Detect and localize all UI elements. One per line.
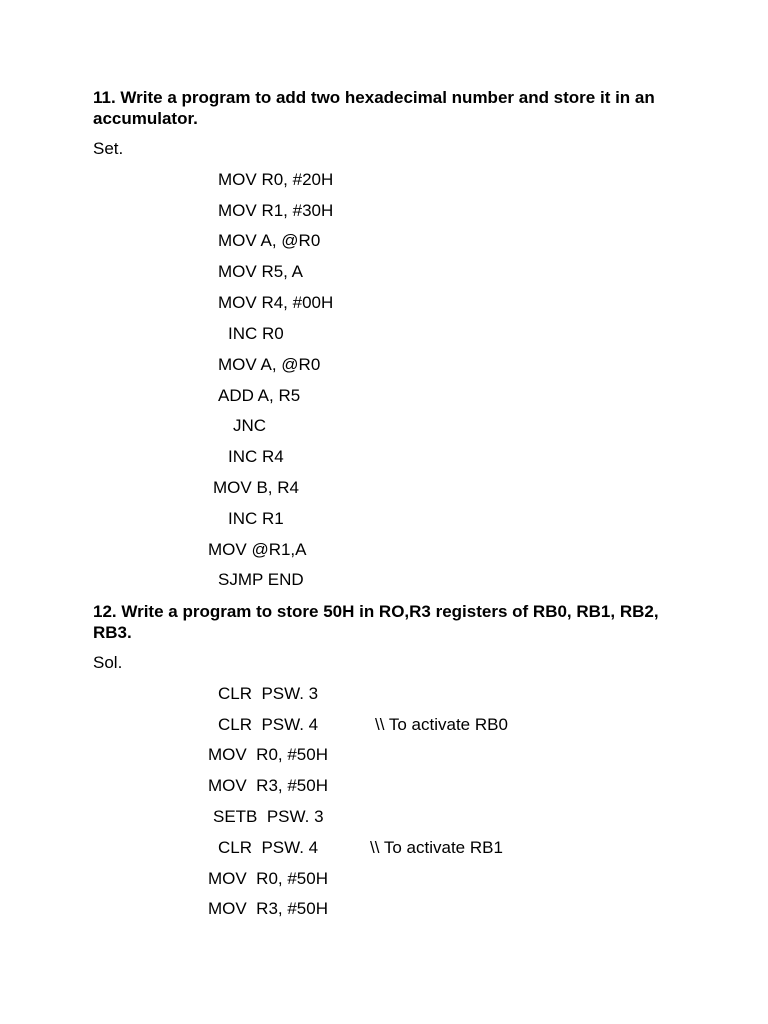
q11-code-line: INC R4: [228, 447, 284, 466]
q12-code-line: MOV R3, #50H: [208, 899, 328, 918]
q11-heading: 11. Write a program to add two hexadecimal number and store it in an accumulator.: [93, 88, 655, 128]
q12-code-line: MOV R0, #50H: [208, 869, 328, 888]
q12-code-line: MOV R0, #50H: [208, 745, 328, 764]
q11-code-line: INC R0: [228, 324, 284, 343]
q12-code-line: CLR PSW. 3: [218, 684, 319, 703]
q11-label: Set.: [93, 139, 124, 158]
q12-label: Sol.: [93, 653, 123, 672]
q11-code-line: ADD A, R5: [218, 386, 301, 405]
q11-code-line: MOV @R1,A: [208, 540, 307, 559]
q12-code-line: CLR PSW. 4: [218, 715, 319, 734]
q11-code-line: MOV A, @R0: [218, 231, 321, 250]
q11-code-line: MOV R4, #00H: [218, 293, 334, 312]
q11-code-line: MOV B, R4: [213, 478, 299, 497]
q11-code-line: JNC: [233, 416, 267, 435]
q11-code-line: SJMP END: [218, 570, 304, 589]
q12-code-line: SETB PSW. 3: [213, 807, 324, 826]
q12-code-line: CLR PSW. 4: [218, 838, 319, 857]
q12-comment: \\ To activate RB1: [370, 838, 503, 857]
q11-code-line: INC R1: [228, 509, 284, 528]
q12-comment: \\ To activate RB0: [375, 715, 508, 734]
q11-code-line: MOV A, @R0: [218, 355, 321, 374]
q12-heading: 12. Write a program to store 50H in RO,R3 registers of RB0, RB1, RB2, RB3.: [93, 602, 659, 642]
q12-code-line: MOV R3, #50H: [208, 776, 328, 795]
q11-code-line: MOV R5, A: [218, 262, 304, 281]
q11-code-line: MOV R1, #30H: [218, 201, 334, 220]
q11-code-line: MOV R0, #20H: [218, 170, 334, 189]
